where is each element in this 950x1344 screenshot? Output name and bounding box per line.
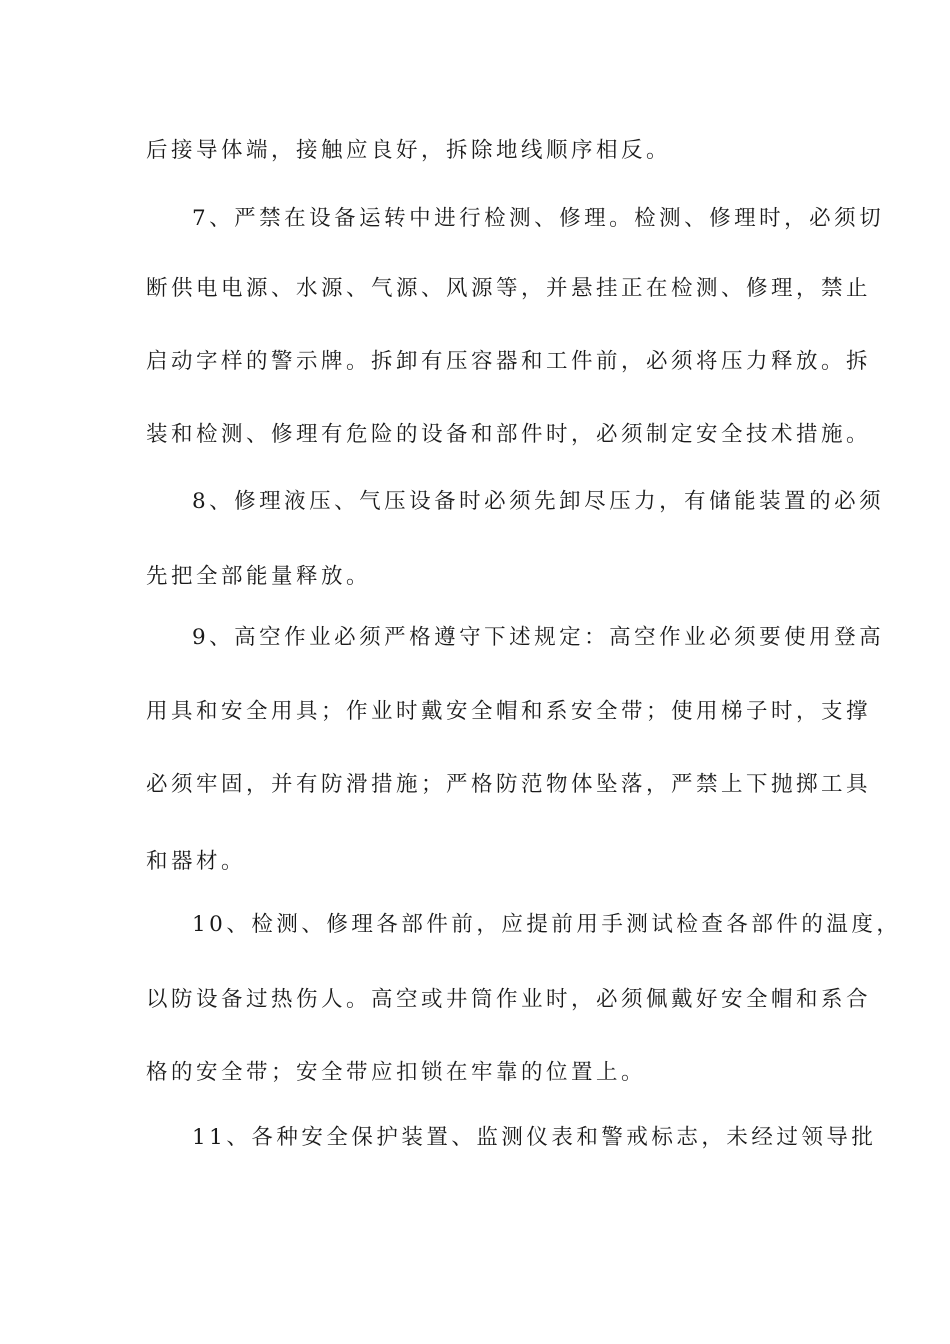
text-line: 以防设备过热伤人。高空或井筒作业时，必须佩戴好安全帽和系合 (146, 987, 872, 1012)
text-line: 用具和安全用具；作业时戴安全帽和系安全带；使用梯子时，支撑 (146, 699, 872, 724)
text-line: 9、高空作业必须严格遵守下述规定：高空作业必须要使用登高 (192, 625, 885, 650)
text-line: 断供电电源、水源、气源、风源等，并悬挂正在检测、修理，禁止 (146, 276, 872, 301)
text-line: 格的安全带；安全带应扣锁在牢靠的位置上。 (146, 1060, 647, 1085)
text-line: 11、各种安全保护装置、监测仪表和警戒标志，未经过领导批 (192, 1125, 877, 1150)
text-line: 和器材。 (146, 849, 247, 874)
text-line: 8、修理液压、气压设备时必须先卸尽压力，有储能装置的必须 (192, 489, 885, 514)
text-line: 先把全部能量释放。 (146, 564, 372, 589)
text-line: 装和检测、修理有危险的设备和部件时，必须制定安全技术措施。 (146, 422, 872, 447)
text-line: 启动字样的警示牌。拆卸有压容器和工件前，必须将压力释放。拆 (146, 349, 872, 374)
text-line: 10、检测、修理各部件前，应提前用手测试检查各部件的温度， (192, 912, 902, 937)
text-line: 后接导体端，接触应良好，拆除地线顺序相反。 (146, 138, 672, 163)
text-line: 必须牢固，并有防滑措施；严格防范物体坠落，严禁上下抛掷工具 (146, 772, 872, 797)
text-line: 7、严禁在设备运转中进行检测、修理。检测、修理时，必须切 (192, 206, 885, 231)
